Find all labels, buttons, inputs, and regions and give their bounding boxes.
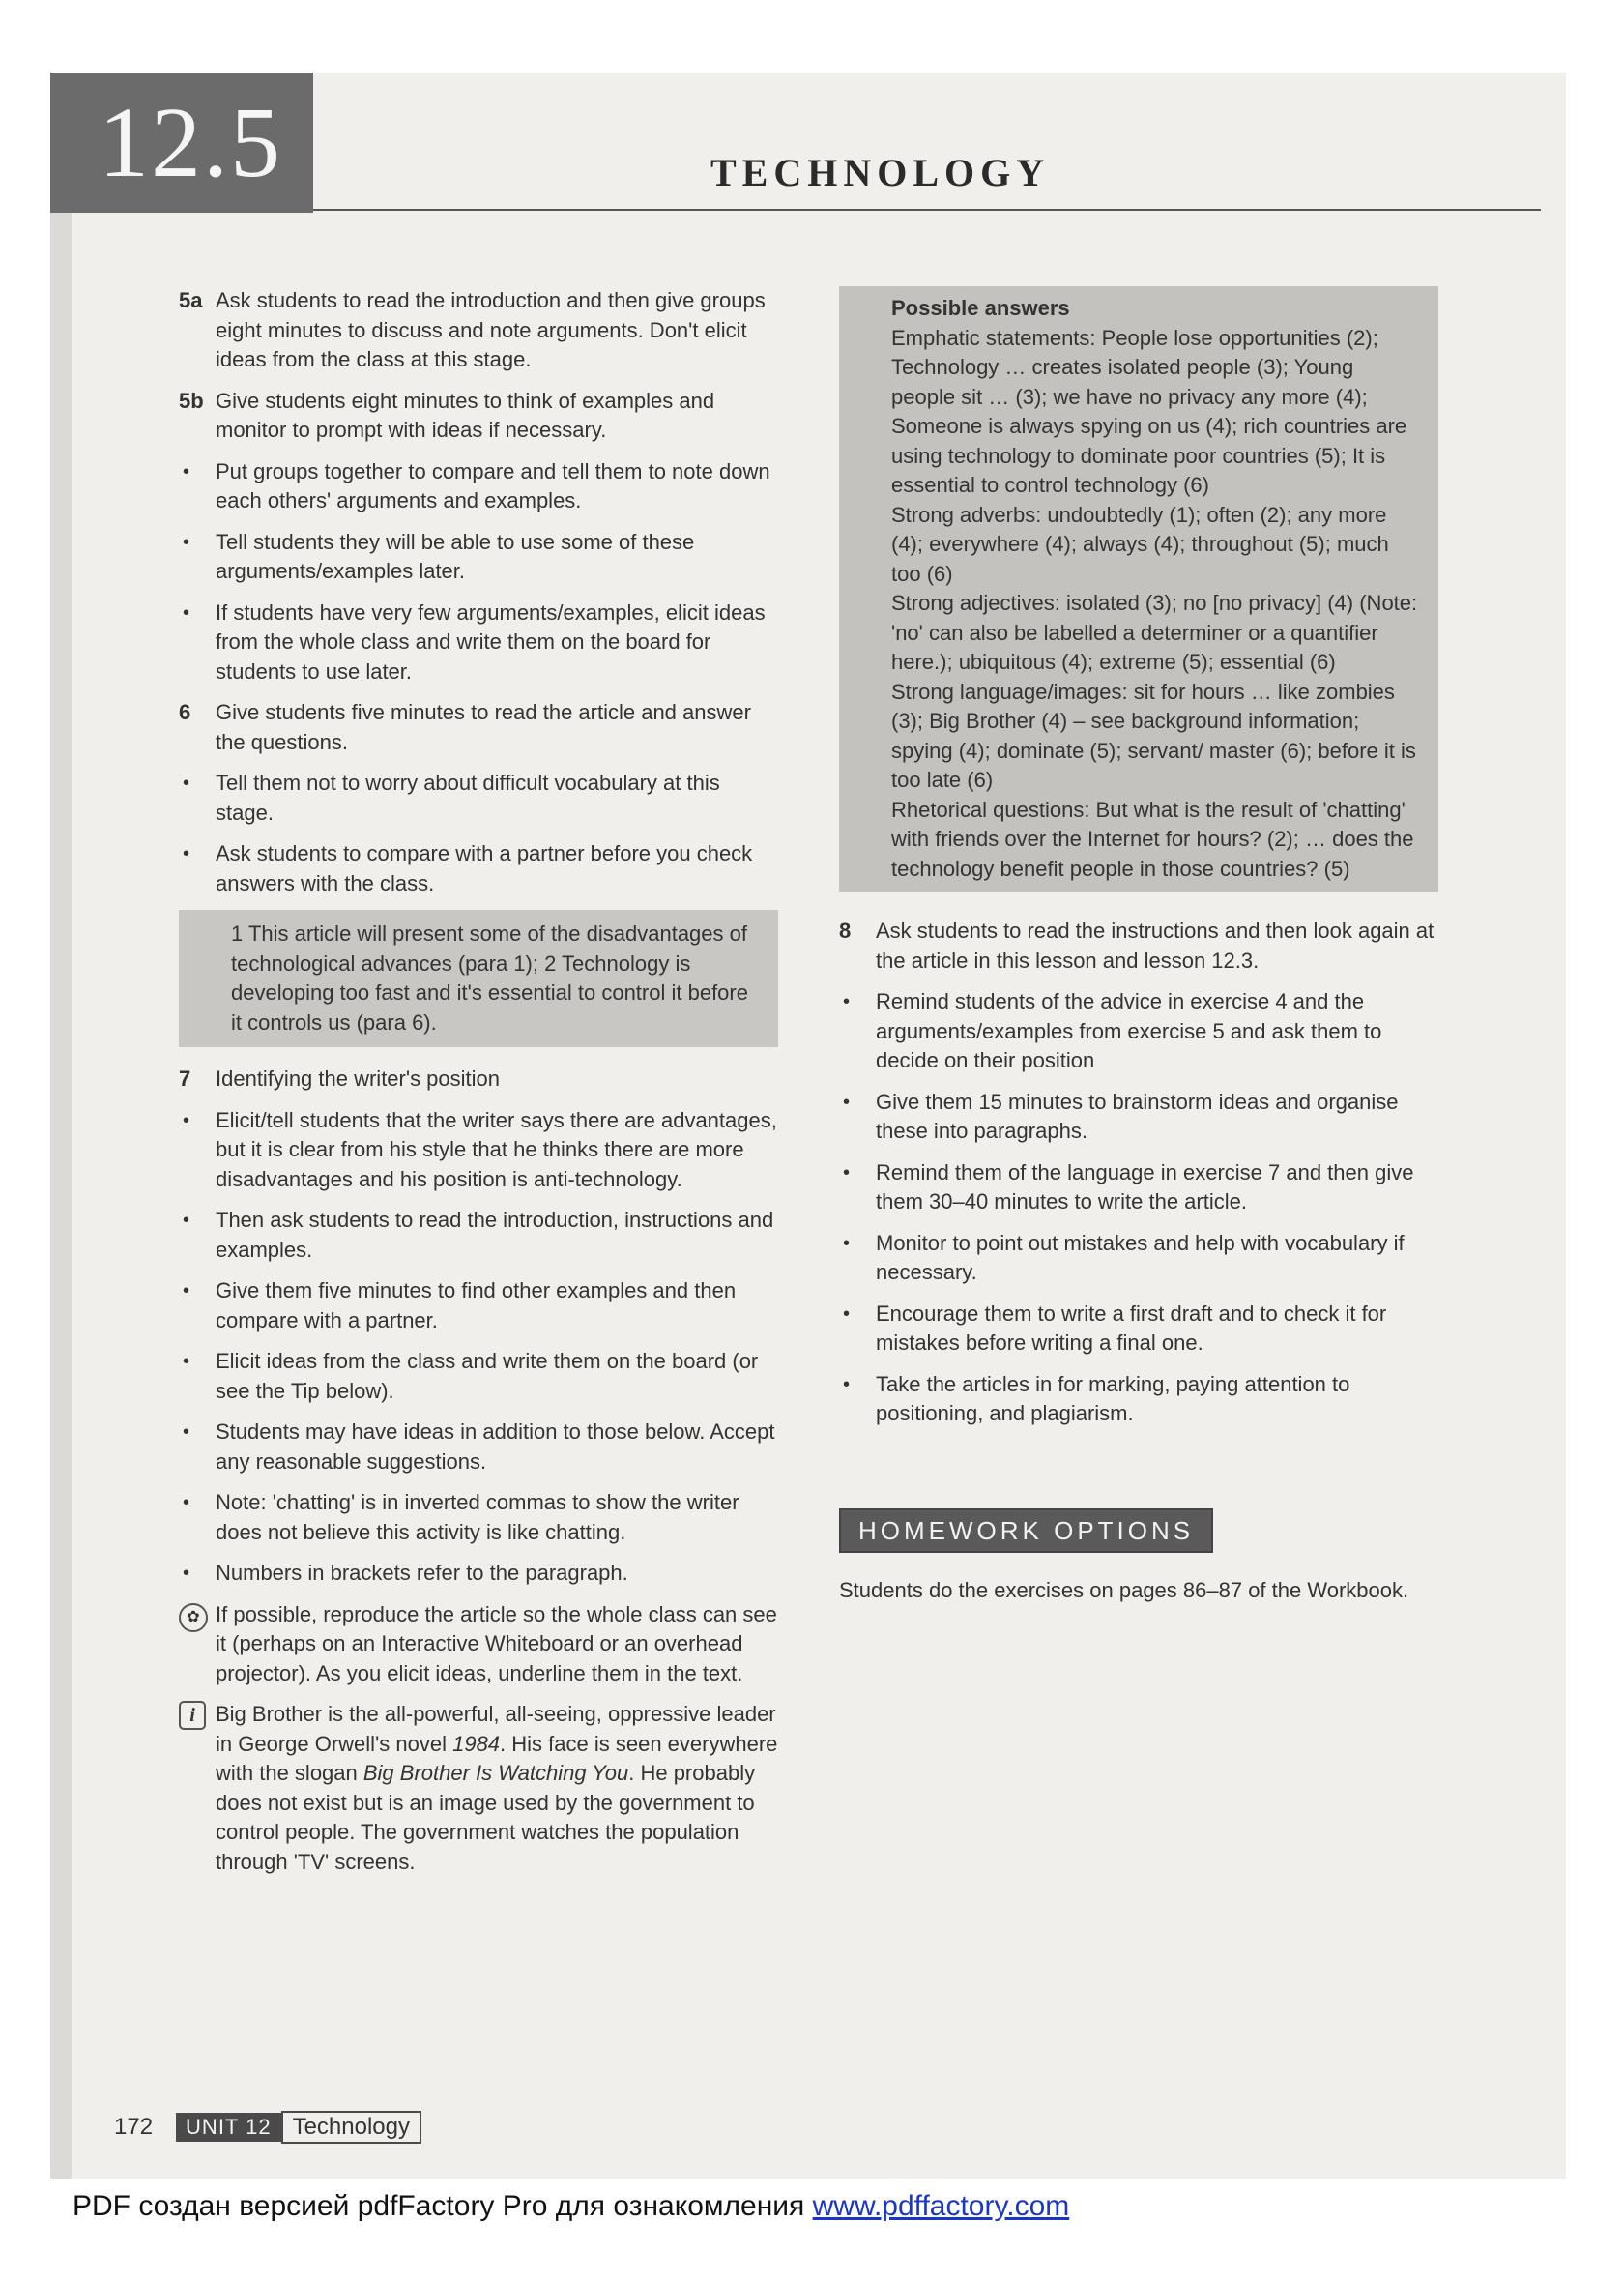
numbered-step	[179, 1065, 778, 1095]
bullet-text: Encourage them to write a first draft and to check it for mistakes before writing a final one.	[876, 1301, 1387, 1355]
step-text: Give students five minutes to read the article and answer the questions.	[216, 700, 751, 754]
info-text	[216, 1700, 778, 1877]
bullet-item	[839, 1158, 1438, 1217]
pdf-watermark	[72, 2190, 1069, 2223]
bullet-item	[179, 1106, 778, 1195]
bullet-text: Give them 15 minutes to brainstorm ideas and organise these into paragraphs.	[876, 1089, 1399, 1143]
background-info	[179, 1700, 778, 1877]
bullet-item	[839, 987, 1438, 1076]
bullet-text: Tell them not to worry about difficult vocabulary at this stage.	[216, 771, 720, 825]
bullet-text: Take the articles in for marking, paying attention to positioning, and plagiarism.	[876, 1371, 1350, 1425]
bullet-icon: •	[843, 1302, 851, 1325]
bullet-icon: •	[183, 1280, 190, 1301]
possible-answers-line: Emphatic statements: People lose opportunities (2); Technology … creates isolated people (3); Young people sit … (3); we have no privacy any more (4); Someone is always spying on us (4); rich countries are using technology to dominate poor countries (5); It is essential to control technology (6)	[891, 325, 1407, 497]
page-number: 172	[114, 2114, 154, 2140]
bullet-icon: •	[843, 991, 851, 1012]
page-gutter-shadow	[50, 73, 72, 2179]
bullet-text: Elicit/tell students that the writer says there are advantages, but it is clear from his style that he thinks there are more disadvantages and his position is anti-technology.	[216, 1107, 777, 1191]
bullet-icon: •	[183, 1351, 190, 1372]
bullet-item	[179, 1488, 778, 1547]
info-book-title: 1984	[452, 1731, 501, 1756]
info-icon-wrap	[179, 1700, 216, 1877]
possible-answers-line: Strong language/images: sit for hours … like zombies (3); Big Brother (4) – see background information; spying (4); dominate (5); servant/ master (6); before it is too late (6)	[891, 679, 1416, 792]
bullet-icon: •	[183, 1210, 190, 1231]
bullet-item	[839, 1088, 1438, 1147]
info-text-part: . He probably does not exist but is an image used by the government to control people. The government watches the population through 'TV' screens.	[216, 1761, 756, 1874]
possible-answers-line: Strong adverbs: undoubtedly (1); often (2); any more (4); everywhere (4); always (4); throughout (5); much too (6)	[891, 502, 1389, 586]
bullet-item	[839, 1370, 1438, 1429]
lesson-number: 12.5	[50, 73, 313, 213]
step-text: Give students eight minutes to think of examples and monitor to prompt with ideas if necessary.	[216, 388, 715, 442]
homework-text: Students do the exercises on pages 86–87 of the Workbook.	[839, 1578, 1409, 1602]
bullet-icon: •	[183, 1492, 190, 1513]
step-text: Identifying the writer's position	[216, 1067, 501, 1091]
bullet-icon: •	[183, 531, 190, 553]
bullet-item	[179, 457, 778, 516]
bullet-item	[179, 839, 778, 898]
teaching-tip	[179, 1600, 778, 1689]
page-footer	[114, 2111, 421, 2144]
step-number: 7	[179, 1067, 191, 1091]
pdffactory-link[interactable]: www.pdffactory.com	[812, 2190, 1070, 2222]
bullet-icon: •	[183, 773, 190, 794]
bullet-text: Numbers in brackets refer to the paragraph.	[216, 1561, 628, 1585]
bullet-icon: •	[843, 1161, 851, 1184]
tip-text: If possible, reproduce the article so the whole class can see it (perhaps on an Interactive Whiteboard or an overhead projector). As you elicit ideas, underline them in the text.	[216, 1601, 777, 1685]
lightbulb-tip-icon: ✿	[179, 1603, 208, 1632]
info-text-part: . His face is seen everywhere with the slogan	[216, 1731, 778, 1785]
unit-label: UNIT 12	[176, 2113, 281, 2142]
bullet-item	[179, 528, 778, 587]
bullet-icon: •	[843, 1373, 851, 1395]
step-number: 5a	[179, 288, 203, 312]
bullet-icon: •	[843, 1091, 851, 1113]
bullet-item	[179, 769, 778, 828]
info-text-part: Big Brother is the all-powerful, all-seeing, oppressive leader in George Orwell's novel	[216, 1702, 776, 1756]
bullet-text: Put groups together to compare and tell them to note down each others' arguments and examples.	[216, 458, 770, 512]
info-icon: i	[179, 1701, 206, 1730]
possible-answers-heading: Possible answers	[891, 296, 1070, 320]
bullet-item	[179, 1347, 778, 1406]
step-number: 5b	[179, 388, 204, 413]
numbered-step	[179, 387, 778, 446]
bullet-text: Students may have ideas in addition to those below. Accept any reasonable suggestions.	[216, 1419, 775, 1474]
step-number: 8	[839, 919, 852, 943]
answer-key-box: 1 This article will present some of the disadvantages of technological advances (para 1); 2 Technology is developing too fast and it's essential to control it before it controls us (para 6).	[179, 910, 778, 1047]
step-text: Ask students to read the instructions and then look again at the article in this lesson and lesson 12.3.	[876, 919, 1435, 973]
numbered-step	[179, 698, 778, 757]
bullet-icon: •	[183, 1109, 190, 1131]
bullet-text: Note: 'chatting' is in inverted commas to show the writer does not believe this activity is like chatting.	[216, 1490, 740, 1544]
unit-topic: Technology	[281, 2111, 421, 2144]
header-rule	[313, 209, 1541, 211]
possible-answers-line: Rhetorical questions: But what is the result of 'chatting' with friends over the Internet for hours? (2); … does the technology benefit people in those countries? (5)	[891, 797, 1414, 881]
bullet-item	[179, 1206, 778, 1265]
step-text: Ask students to read the introduction and then give groups eight minutes to discuss and note arguments. Don't elicit ideas from the class at this stage.	[216, 288, 766, 371]
bullet-icon: •	[183, 1421, 190, 1443]
left-column	[179, 286, 778, 1888]
numbered-step	[839, 917, 1438, 976]
info-slogan: Big Brother Is Watching You	[362, 1761, 629, 1785]
numbered-step	[179, 286, 778, 375]
homework-options-heading: HOMEWORK OPTIONS	[839, 1508, 1213, 1554]
bullet-text: Monitor to point out mistakes and help with vocabulary if necessary.	[876, 1230, 1405, 1284]
bullet-text: Remind them of the language in exercise 7 and then give them 30–40 minutes to write the article.	[876, 1159, 1414, 1214]
possible-answers-box	[839, 286, 1438, 892]
bullet-item	[179, 599, 778, 687]
bullet-text: Then ask students to read the introduction, instructions and examples.	[216, 1208, 774, 1262]
bullet-icon: •	[183, 460, 190, 483]
tip-icon-wrap	[179, 1600, 216, 1689]
bullet-icon: •	[183, 843, 190, 864]
bullet-item	[839, 1300, 1438, 1359]
bullet-item	[179, 1276, 778, 1335]
possible-answers-line: Strong adjectives: isolated (3); no [no privacy] (4) (Note: 'no' can also be labelled a determiner or a quantifier here.); ubiquitous (4); extreme (5); essential (6)	[891, 591, 1418, 674]
bullet-item	[839, 1229, 1438, 1288]
bullet-icon: •	[183, 1563, 190, 1584]
bullet-text: If students have very few arguments/examples, elicit ideas from the whole class and write them on the board for students to use later.	[216, 599, 766, 684]
bullet-text: Remind students of the advice in exercise 4 and the arguments/examples from exercise 5 and ask them to decide on their position	[876, 989, 1382, 1072]
bullet-text: Give them five minutes to find other examples and then compare with a partner.	[216, 1278, 737, 1332]
bullet-icon: •	[183, 601, 190, 624]
bullet-text: Ask students to compare with a partner before you check answers with the class.	[216, 841, 753, 895]
bullet-text: Elicit ideas from the class and write them on the board (or see the Tip below).	[216, 1349, 759, 1403]
step-number: 6	[179, 700, 191, 724]
right-column	[839, 286, 1438, 1606]
bullet-item	[179, 1559, 778, 1589]
page-title: TECHNOLOGY	[710, 151, 1051, 194]
bullet-icon: •	[843, 1232, 851, 1254]
pdf-watermark-text: PDF создан версией pdfFactory Pro для ознакомления	[72, 2190, 813, 2222]
bullet-item	[179, 1418, 778, 1477]
bullet-text: Tell students they will be able to use some of these arguments/examples later.	[216, 529, 695, 583]
